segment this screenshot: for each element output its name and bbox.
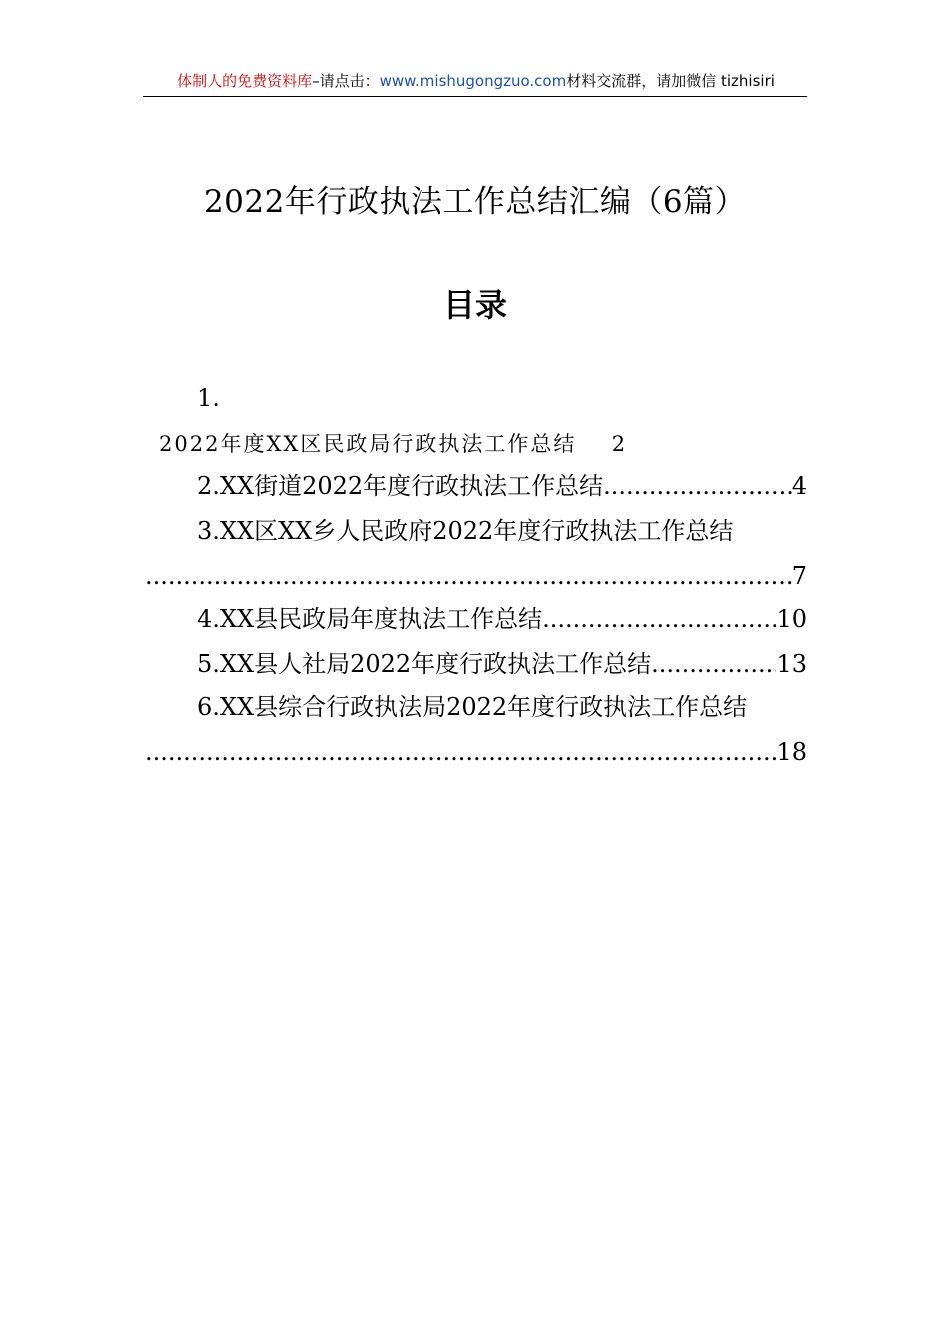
toc-item-1[interactable] (159, 426, 627, 462)
toc-item-3-leader-line[interactable] (145, 558, 807, 594)
toc-item-5-text: 5.XX县人社局2022年度行政执法工作总结 (197, 650, 652, 678)
toc-item-6-page: 18 (776, 738, 807, 766)
toc-item-2[interactable] (197, 468, 807, 504)
page-header (145, 68, 807, 94)
toc-item-3-page: 7 (791, 562, 807, 590)
toc-item-1-text: 2022年度XX区民政局行政执法工作总结 (159, 432, 577, 456)
header-note: 材料交流群，请加微信 tizhisiri (566, 72, 775, 90)
header-prompt: –请点击： (312, 72, 380, 90)
toc-item-1-page: 2 (611, 432, 628, 456)
site-name: 体制人的免费资料库 (177, 72, 313, 90)
toc-item-6[interactable] (197, 689, 747, 725)
toc-item-2-page: 4 (791, 472, 807, 500)
toc-leader (542, 601, 776, 637)
toc-leader (651, 646, 776, 682)
toc-item-3[interactable] (197, 513, 733, 549)
toc-item-2-text: 2.XX街道2022年度行政执法工作总结 (197, 472, 604, 500)
site-link[interactable]: www.mishugongzuo.com (379, 72, 567, 90)
toc-item-5-page: 13 (776, 650, 807, 678)
toc-heading: 目录 (442, 286, 507, 324)
toc-item-6-leader-line[interactable] (145, 734, 807, 770)
toc-item-4-page: 10 (776, 605, 807, 633)
toc-item-4-text: 4.XX县民政局年度执法工作总结 (197, 605, 543, 633)
toc-item-4[interactable] (197, 601, 807, 637)
toc-item-1-number[interactable]: 1. (197, 384, 220, 412)
toc-item-5[interactable] (197, 646, 807, 682)
toc-leader (145, 558, 792, 594)
document-title: 2022年行政执法工作总结汇编（6篇） (203, 184, 747, 220)
toc-item-6-text: 6.XX县综合行政执法局2022年度行政执法工作总结 (197, 693, 748, 721)
toc-leader (603, 468, 792, 504)
header-divider (143, 96, 807, 97)
toc-item-3-text: 3.XX区XX乡人民政府2022年度行政执法工作总结 (197, 517, 734, 545)
toc-leader (145, 734, 776, 770)
